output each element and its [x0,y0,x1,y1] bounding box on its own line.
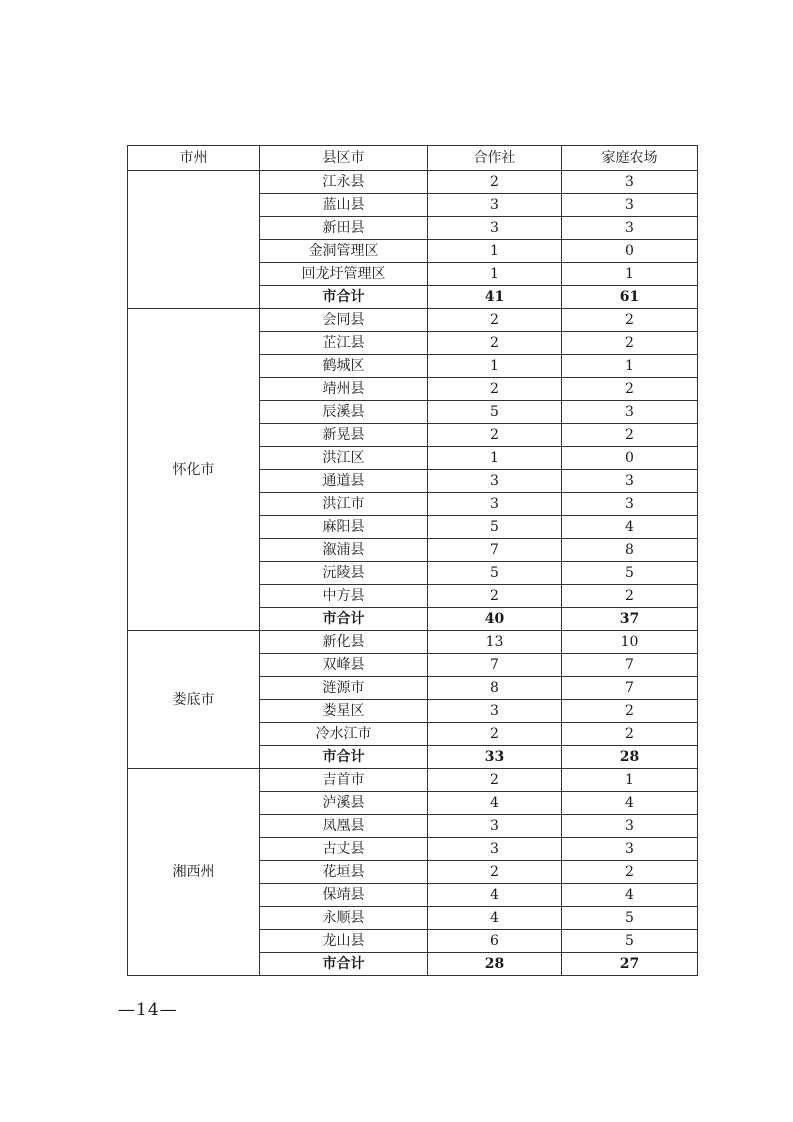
subtotal-family-farm: 37 [562,608,698,631]
subtotal-cooperative: 28 [428,953,562,976]
county-cell: 凤凰县 [260,815,428,838]
table-row [128,171,698,194]
header-city: 市州 [128,146,260,171]
family-farm-cell: 3 [562,815,698,838]
county-cell: 会同县 [260,309,428,332]
cooperative-cell: 3 [428,470,562,493]
header-cooperative: 合作社 [428,146,562,171]
city-cell [128,171,260,309]
family-farm-cell: 4 [562,516,698,539]
family-farm-cell: 3 [562,194,698,217]
cooperative-cell: 8 [428,677,562,700]
cooperative-cell: 3 [428,838,562,861]
cooperative-cell: 7 [428,654,562,677]
county-cell: 花垣县 [260,861,428,884]
cooperative-cell: 3 [428,700,562,723]
family-farm-cell: 0 [562,240,698,263]
cooperative-cell: 3 [428,815,562,838]
county-cell: 芷江县 [260,332,428,355]
family-farm-cell: 3 [562,493,698,516]
family-farm-cell: 2 [562,378,698,401]
county-cell: 龙山县 [260,930,428,953]
family-farm-cell: 2 [562,424,698,447]
county-cell: 江永县 [260,171,428,194]
county-cell: 娄星区 [260,700,428,723]
cooperative-cell: 3 [428,493,562,516]
family-farm-cell: 1 [562,263,698,286]
county-cell: 中方县 [260,585,428,608]
subtotal-cooperative: 41 [428,286,562,309]
cooperative-cell: 5 [428,401,562,424]
family-farm-cell: 1 [562,355,698,378]
cooperative-cell: 3 [428,194,562,217]
county-cell: 回龙圩管理区 [260,263,428,286]
family-farm-cell: 2 [562,332,698,355]
family-farm-cell: 7 [562,654,698,677]
cooperative-cell: 2 [428,332,562,355]
county-cell: 古丈县 [260,838,428,861]
cooperative-cell: 4 [428,907,562,930]
family-farm-cell: 1 [562,769,698,792]
county-cell: 溆浦县 [260,539,428,562]
county-cell: 永顺县 [260,907,428,930]
county-cell: 靖州县 [260,378,428,401]
family-farm-cell: 2 [562,723,698,746]
county-cell: 新化县 [260,631,428,654]
city-cell: 娄底市 [128,631,260,769]
county-cell: 金洞管理区 [260,240,428,263]
county-cell: 洪江区 [260,447,428,470]
family-farm-cell: 5 [562,907,698,930]
subtotal-label: 市合计 [260,953,428,976]
county-cell: 鹤城区 [260,355,428,378]
county-cell: 蓝山县 [260,194,428,217]
county-cell: 新晃县 [260,424,428,447]
family-farm-cell: 3 [562,217,698,240]
cooperative-cell: 1 [428,355,562,378]
county-cell: 麻阳县 [260,516,428,539]
table-row [128,769,698,792]
cooperative-cell: 2 [428,171,562,194]
family-farm-cell: 3 [562,470,698,493]
cooperative-cell: 1 [428,263,562,286]
family-farm-cell: 2 [562,700,698,723]
county-cell: 冷水江市 [260,723,428,746]
subtotal-family-farm: 28 [562,746,698,769]
cooperative-cell: 1 [428,447,562,470]
cooperative-cell: 2 [428,723,562,746]
cooperative-cell: 13 [428,631,562,654]
cooperative-cell: 5 [428,516,562,539]
data-table [127,145,698,976]
family-farm-cell: 10 [562,631,698,654]
county-cell: 泸溪县 [260,792,428,815]
cooperative-cell: 3 [428,217,562,240]
cooperative-cell: 2 [428,585,562,608]
cooperative-cell: 2 [428,309,562,332]
cooperative-cell: 5 [428,562,562,585]
cooperative-cell: 1 [428,240,562,263]
county-cell: 新田县 [260,217,428,240]
cooperative-cell: 2 [428,769,562,792]
family-farm-cell: 3 [562,838,698,861]
subtotal-label: 市合计 [260,746,428,769]
family-farm-cell: 0 [562,447,698,470]
family-farm-cell: 4 [562,792,698,815]
family-farm-cell: 2 [562,585,698,608]
family-farm-cell: 3 [562,401,698,424]
cooperative-cell: 2 [428,378,562,401]
page-number: —14— [118,1000,178,1020]
cooperative-cell: 7 [428,539,562,562]
county-cell: 沅陵县 [260,562,428,585]
cooperative-cell: 6 [428,930,562,953]
subtotal-label: 市合计 [260,286,428,309]
subtotal-cooperative: 33 [428,746,562,769]
header-family-farm: 家庭农场 [562,146,698,171]
family-farm-cell: 8 [562,539,698,562]
family-farm-cell: 4 [562,884,698,907]
subtotal-cooperative: 40 [428,608,562,631]
city-cell: 湘西州 [128,769,260,976]
header-row [128,146,698,171]
city-cell: 怀化市 [128,309,260,631]
county-cell: 涟源市 [260,677,428,700]
family-farm-cell: 5 [562,562,698,585]
family-farm-cell: 2 [562,309,698,332]
family-farm-cell: 5 [562,930,698,953]
family-farm-cell: 3 [562,171,698,194]
county-cell: 双峰县 [260,654,428,677]
cooperative-cell: 4 [428,884,562,907]
family-farm-cell: 7 [562,677,698,700]
header-county: 县区市 [260,146,428,171]
table-row [128,631,698,654]
table-row [128,309,698,332]
cooperative-cell: 2 [428,861,562,884]
cooperative-cell: 2 [428,424,562,447]
county-cell: 通道县 [260,470,428,493]
family-farm-cell: 2 [562,861,698,884]
subtotal-label: 市合计 [260,608,428,631]
table-body [128,171,698,976]
county-cell: 吉首市 [260,769,428,792]
county-cell: 辰溪县 [260,401,428,424]
county-cell: 保靖县 [260,884,428,907]
subtotal-family-farm: 61 [562,286,698,309]
county-cell: 洪江市 [260,493,428,516]
cooperative-cell: 4 [428,792,562,815]
subtotal-family-farm: 27 [562,953,698,976]
